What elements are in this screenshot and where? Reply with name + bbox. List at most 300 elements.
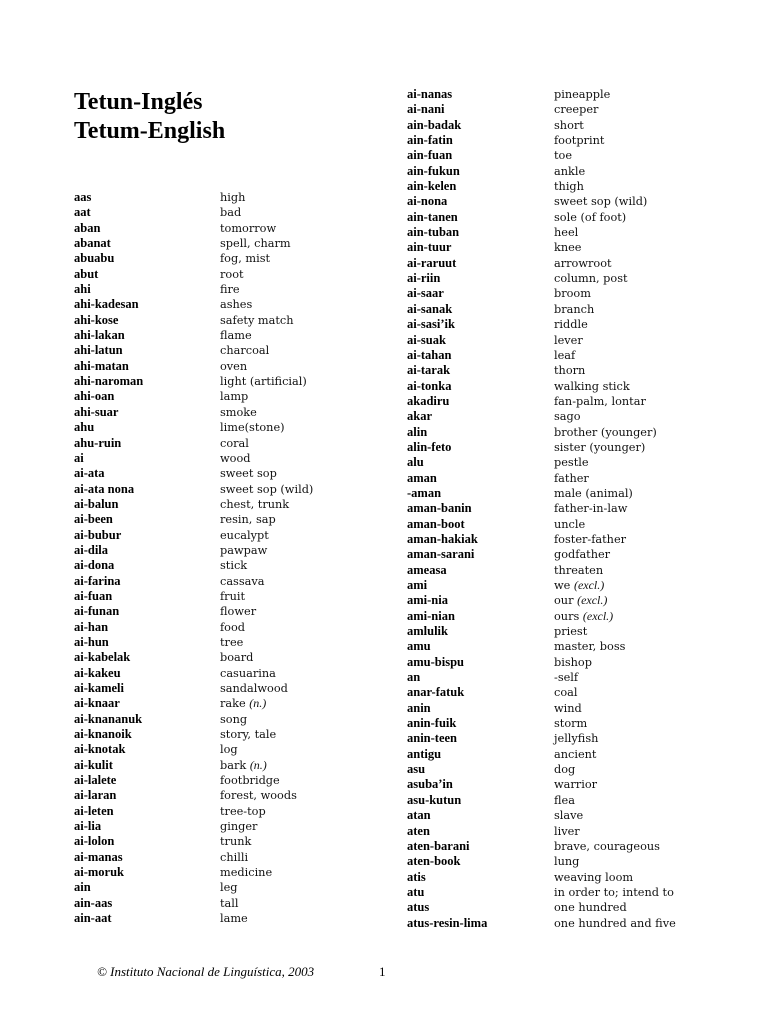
entry-definition: [220, 389, 248, 404]
entry-definition: [554, 348, 575, 363]
entry-definition-text: bishop: [554, 655, 592, 669]
entry-definition: [554, 317, 588, 332]
entry-definition-text: sandalwood: [220, 682, 288, 695]
entry-definition-text: fog, mist: [220, 252, 271, 266]
entry-definition: [554, 655, 592, 670]
entry-definition-text: we: [554, 579, 571, 592]
entry-definition: [554, 517, 585, 532]
entry-term: ai-bubur: [74, 527, 122, 542]
entry-definition-text: liver: [554, 824, 580, 838]
entry-definition: [220, 819, 257, 834]
entry-definition-text: foster-father: [554, 532, 627, 546]
entry-definition-text: flame: [220, 329, 252, 343]
entry-definition-text: ours: [554, 609, 580, 623]
entry-definition-text: coal: [554, 686, 578, 700]
entry-definition-text: one hundred and five: [554, 916, 676, 930]
entry-grammar-note: (excl.): [577, 593, 608, 608]
entry-definition: [220, 620, 245, 635]
entry-term: antigu: [407, 746, 442, 761]
entry-definition: [554, 333, 583, 348]
entry-definition: [220, 604, 256, 619]
entry-definition: [554, 102, 598, 117]
entry-definition-text: sweet sop (wild): [220, 482, 314, 496]
entry-term: ai-kakeu: [74, 665, 121, 680]
entry-term: anar-fatuk: [407, 685, 465, 700]
entry-definition-text: wood: [220, 451, 251, 465]
entry-definition-text: ancient: [554, 747, 597, 761]
entry-term: ain-badak: [407, 117, 462, 132]
entry-definition-text: oven: [220, 359, 248, 373]
entry-definition-text: ginger: [220, 820, 258, 834]
entry-term: ai-knanoik: [74, 727, 132, 742]
entry-definition-text: toe: [554, 149, 573, 163]
entry-definition: [220, 727, 276, 742]
entry-definition-text: lamp: [220, 390, 249, 404]
entry-term: atu: [407, 884, 425, 899]
entry-definition: [220, 436, 249, 451]
entry-grammar-note: (n.): [249, 696, 267, 711]
entry-definition: [554, 854, 579, 869]
entry-term: abuabu: [74, 251, 115, 266]
entry-definition: [554, 701, 582, 716]
entry-definition-text: flower: [220, 605, 257, 619]
entry-definition: [220, 865, 272, 880]
entry-term: -aman: [407, 485, 442, 500]
entry-definition: [554, 394, 646, 409]
title-line-tetun-ingles: Tetun-Inglés: [74, 89, 203, 115]
entry-term: ai-manas: [74, 849, 123, 864]
entry-definition: [220, 712, 247, 727]
entry-definition: [554, 409, 581, 424]
entry-grammar-note: (n.): [249, 757, 267, 772]
entry-term: aas: [74, 190, 92, 204]
entry-term: ain-fatin: [407, 133, 453, 148]
entry-term: abanat: [74, 236, 111, 251]
entry-term: atus: [407, 900, 430, 915]
entry-term: aman-banin: [407, 501, 472, 516]
entry-definition: [554, 777, 597, 792]
entry-term: ai-lalete: [74, 773, 117, 788]
entry-definition: [220, 267, 244, 282]
entry-term: ahi: [74, 282, 91, 297]
entry-term: ai-dona: [74, 558, 115, 573]
entry-definition: [220, 850, 248, 865]
entry-term: ai-lolon: [74, 834, 115, 849]
entry-grammar-note: (excl.): [573, 578, 605, 592]
entry-definition: [554, 578, 604, 593]
entry-definition: [554, 225, 578, 240]
entry-term: asu-kutun: [407, 792, 462, 807]
entry-definition-text: branch: [554, 302, 595, 316]
entry-definition-text: casuarina: [220, 666, 276, 680]
entry-term: akar: [407, 409, 432, 424]
entry-term: ai-knananuk: [74, 711, 143, 726]
entry-definition: [220, 420, 285, 435]
entry-term: ai-farina: [74, 573, 121, 588]
entry-definition-text: lime(stone): [220, 421, 285, 435]
entry-definition: [554, 179, 584, 194]
entry-definition-text: story, tale: [220, 728, 277, 742]
entry-term: ai-knotak: [74, 742, 126, 757]
entry-definition-text: fruit: [220, 589, 246, 603]
entry-definition: [554, 133, 604, 148]
entry-term: ai-ata: [74, 466, 105, 481]
entry-definition-text: bad: [220, 206, 242, 220]
entry-term: ain-fukun: [407, 163, 460, 178]
entry-definition-text: flea: [554, 793, 575, 807]
entry-term: aman-hakiak: [407, 531, 478, 546]
entry-definition: [220, 313, 294, 328]
entry-term: asu: [407, 762, 426, 777]
entry-definition: [220, 574, 265, 589]
entry-term: anin-fuik: [407, 716, 457, 731]
entry-term: ahi-naroman: [74, 374, 144, 389]
page-number: 1: [379, 964, 386, 979]
entry-definition: [220, 589, 245, 604]
entry-definition-text: thigh: [554, 180, 584, 194]
entry-definition-text: ankle: [554, 164, 586, 178]
entry-term: amlulik: [407, 624, 448, 639]
entry-definition-text: chest, trunk: [220, 497, 290, 511]
entry-term: asuba’in: [407, 777, 453, 792]
entry-term: ai-kabelak: [74, 650, 131, 665]
entry-definition: [220, 758, 267, 773]
entry-definition-text: rake: [220, 697, 246, 711]
entry-definition-text: uncle: [554, 517, 586, 531]
entry-definition-text: song: [220, 712, 248, 726]
entry-definition-text: lung: [554, 855, 580, 869]
entry-term: ameasa: [407, 562, 447, 577]
entry-definition: [554, 839, 660, 854]
entry-definition-text: father-in-law: [554, 502, 628, 516]
entry-term: ahi-matan: [74, 358, 129, 373]
entry-definition-text: creeper: [554, 103, 599, 117]
entry-term: ahi-lakan: [74, 328, 125, 343]
entry-definition: [220, 635, 243, 650]
entry-term: ai-saar: [407, 286, 444, 301]
entry-definition: [220, 297, 252, 312]
entry-term: ai-laran: [74, 788, 117, 803]
entry-term: ai-tonka: [407, 378, 452, 393]
entry-definition-text: thorn: [554, 364, 586, 378]
entry-definition-text: stick: [220, 559, 248, 573]
entry-definition: [220, 359, 247, 374]
entry-term: ain-tuur: [407, 240, 452, 255]
entry-definition-text: sago: [554, 410, 581, 424]
entry-term: ai-nani: [407, 102, 445, 117]
entry-definition-text: wind: [554, 701, 582, 715]
entry-definition: [554, 240, 582, 255]
entry-term: ai-been: [74, 512, 113, 527]
entry-definition-text: walking stick: [554, 379, 630, 393]
entry-term: ai-knaar: [74, 696, 120, 711]
entry-definition: [220, 251, 270, 266]
entry-definition-text: brother (younger): [554, 425, 657, 439]
entry-definition-text: godfather: [554, 548, 611, 562]
entry-definition-text: medicine: [220, 866, 273, 880]
entry-definition-text: arrowroot: [554, 256, 612, 270]
entry-definition-text: ashes: [220, 298, 253, 312]
entry-term: atan: [407, 808, 431, 823]
entry-definition: [220, 696, 266, 711]
entry-term: amu: [407, 639, 431, 654]
entry-term: aman-boot: [407, 516, 465, 531]
entry-definition-text: tall: [220, 896, 239, 910]
entry-term: ai-riin: [407, 271, 441, 286]
entry-definition: [554, 148, 572, 163]
entry-definition-text: light (artificial): [220, 375, 307, 389]
entry-definition-text: sole (of foot): [554, 210, 627, 224]
entry-definition-text: pineapple: [554, 88, 611, 101]
entry-term: aban: [74, 220, 101, 235]
entry-definition: [220, 543, 267, 558]
entry-definition-text: broom: [554, 287, 591, 301]
entry-definition: [554, 486, 633, 501]
entry-term: ai-kameli: [74, 681, 124, 695]
page-title: [74, 88, 225, 146]
entry-definition: [554, 532, 626, 547]
entry-definition: [554, 639, 625, 654]
entry-term: ain-aat: [74, 911, 112, 926]
entry-term: ai-sanak: [407, 301, 453, 316]
entry-term: aman: [407, 470, 437, 485]
entry-term: ami-nia: [407, 593, 448, 608]
entry-definition: [554, 501, 627, 516]
entry-definition: [220, 681, 288, 696]
entry-definition-text: smoke: [220, 405, 257, 419]
entry-definition-text: in order to; intend to: [554, 885, 674, 899]
entry-definition: [554, 916, 676, 931]
entry-term: ai-funan: [74, 604, 120, 619]
entry-term: ai-leten: [74, 803, 114, 818]
entry-term: anin: [407, 700, 431, 715]
entry-term: ami-nian: [407, 608, 455, 623]
entry-definition: [554, 870, 633, 885]
entry-definition: [554, 194, 647, 209]
entry-definition: [554, 670, 578, 685]
entry-definition-text: eucalypt: [220, 528, 269, 542]
entry-term: ai-lia: [74, 819, 102, 834]
entry-term: amu-bispu: [407, 654, 464, 669]
entry-term: ai-fuan: [74, 588, 113, 603]
entry-definition-text: board: [220, 651, 254, 665]
entry-definition-text: jellyfish: [554, 732, 599, 746]
entry-term: ai-kulit: [74, 757, 113, 772]
entry-term: ai-han: [74, 619, 109, 634]
entry-definition-text: dog: [554, 763, 576, 777]
entry-definition-text: column, post: [554, 272, 628, 286]
entry-definition: [220, 896, 239, 911]
entry-definition-text: -self: [554, 671, 579, 685]
entry-definition: [220, 282, 240, 297]
entry-definition-text: warrior: [554, 778, 598, 792]
entry-definition-text: forest, woods: [220, 789, 297, 803]
entry-definition-text: lame: [220, 912, 248, 926]
entry-definition: [554, 685, 577, 700]
entry-definition-text: brave, courageous: [554, 839, 660, 853]
entry-definition: [554, 762, 575, 777]
entry-definition: [554, 256, 612, 271]
entry-term: ai-ata nona: [74, 481, 135, 496]
entry-term: ami: [407, 578, 428, 592]
entry-term: aman-sarani: [407, 547, 475, 562]
entry-definition-text: our: [554, 594, 574, 608]
entry-definition-text: knee: [554, 241, 582, 255]
entry-definition: [220, 742, 238, 757]
entry-definition-text: fire: [220, 283, 240, 297]
entry-definition-text: tree-top: [220, 804, 266, 818]
entry-term: ahi-suar: [74, 404, 119, 419]
entry-definition: [220, 451, 251, 466]
entry-definition-text: tree: [220, 635, 244, 649]
entry-definition: [554, 164, 585, 179]
entry-term: an: [407, 670, 421, 685]
entry-definition-text: log: [220, 743, 238, 757]
entry-definition: [220, 374, 307, 389]
entry-definition-text: weaving loom: [554, 870, 634, 884]
entry-definition-text: storm: [554, 717, 588, 731]
entry-definition: [554, 747, 596, 762]
entry-term: ahu: [74, 420, 95, 435]
entry-definition-text: footprint: [554, 134, 605, 148]
entry-term: ahi-kadesan: [74, 297, 139, 312]
entry-term: ahi-latun: [74, 343, 123, 358]
entry-definition-text: chilli: [220, 850, 249, 864]
entry-term: ai-moruk: [74, 865, 124, 880]
entry-term: alu: [407, 455, 424, 470]
entry-term: ain: [74, 880, 91, 895]
entry-definition-text: high: [220, 191, 246, 204]
entry-term: akadiru: [407, 393, 450, 408]
entry-definition: [220, 205, 241, 220]
entry-definition: [554, 87, 610, 102]
entry-definition: [220, 497, 289, 512]
entry-definition: [554, 563, 603, 578]
entry-term: abut: [74, 266, 99, 281]
entry-definition-text: one hundred: [554, 901, 627, 915]
entry-term: ai-suak: [407, 332, 446, 347]
entry-definition-text: master, boss: [554, 640, 626, 654]
entry-definition: [220, 788, 297, 803]
entry-definition: [220, 558, 247, 573]
entry-definition-text: root: [220, 267, 244, 281]
entry-definition-text: sweet sop: [220, 467, 277, 481]
entry-definition: [220, 236, 291, 251]
entry-term: ai-nona: [407, 194, 448, 209]
entry-term: ain-fuan: [407, 148, 453, 163]
entry-term: alin: [407, 424, 428, 439]
entry-term: anin-teen: [407, 731, 457, 746]
entry-definition: [554, 455, 589, 470]
entry-definition: [220, 405, 257, 420]
entry-definition: [554, 302, 594, 317]
entry-term: ain-tanen: [407, 209, 458, 224]
entry-definition: [554, 793, 575, 808]
entry-definition: [220, 650, 253, 665]
entry-definition: [220, 528, 269, 543]
entry-definition: [554, 808, 583, 823]
entry-definition-text: slave: [554, 809, 584, 823]
entry-term: ai-raruut: [407, 255, 457, 270]
entry-definition: [220, 512, 276, 527]
entry-definition-text: leaf: [554, 348, 576, 362]
entry-definition: [554, 609, 613, 624]
entry-definition: [220, 328, 252, 343]
entry-definition: [220, 773, 280, 788]
entry-definition-text: fan-palm, lontar: [554, 394, 646, 408]
entry-term: ai: [74, 450, 84, 465]
entry-definition: [554, 363, 585, 378]
entry-definition-text: resin, sap: [220, 513, 276, 527]
entry-term: ai-dila: [74, 542, 109, 557]
entry-term: atus-resin-lima: [407, 915, 488, 930]
entry-definition: [220, 466, 277, 481]
entry-definition: [554, 286, 591, 301]
entry-definition: [554, 425, 657, 440]
entry-term: ahi-oan: [74, 389, 115, 404]
entry-term: aten: [407, 823, 430, 838]
entry-term: ai-sasi’ik: [407, 317, 455, 332]
entry-term: ai-nanas: [407, 87, 453, 101]
entry-definition-text: footbridge: [220, 774, 280, 788]
entry-term: aten-book: [407, 854, 461, 869]
entry-definition-text: pawpaw: [220, 543, 268, 557]
entry-definition-text: male (animal): [554, 486, 633, 500]
entry-definition: [554, 593, 607, 608]
entry-definition: [220, 834, 251, 849]
entry-definition: [220, 482, 313, 497]
entry-definition-text: leg: [220, 881, 238, 895]
entry-term: ai-hun: [74, 634, 109, 649]
entry-term: ai-balun: [74, 496, 119, 511]
entry-definition: [220, 880, 238, 895]
entry-definition: [554, 118, 584, 133]
entry-definition-text: lever: [554, 333, 583, 347]
entry-term: ain-kelen: [407, 179, 457, 194]
entry-definition-text: coral: [220, 436, 249, 450]
entry-term: alin-feto: [407, 439, 452, 454]
entry-definition-text: short: [554, 118, 584, 132]
entry-term: aat: [74, 205, 91, 220]
entry-term: ain-tuban: [407, 225, 460, 240]
entry-definition-text: sweet sop (wild): [554, 195, 648, 209]
entry-definition: [554, 716, 587, 731]
entry-definition-text: sister (younger): [554, 440, 646, 454]
entry-term: aten-barani: [407, 838, 470, 853]
entry-definition-text: tomorrow: [220, 221, 277, 235]
entry-definition: [554, 440, 645, 455]
entry-definition: [554, 624, 587, 639]
entry-grammar-note: (excl.): [582, 608, 614, 623]
entry-term: atis: [407, 869, 426, 884]
entry-definition-text: trunk: [220, 835, 252, 849]
entry-definition: [554, 885, 674, 900]
entry-definition-text: food: [220, 620, 246, 634]
entry-definition-text: threaten: [554, 563, 604, 577]
entry-definition-text: riddle: [554, 318, 588, 332]
entry-definition-text: pestle: [554, 456, 589, 470]
entry-definition: [554, 379, 630, 394]
entry-definition-text: father: [554, 471, 589, 485]
entry-definition-text: bark: [220, 758, 247, 772]
entry-definition-text: heel: [554, 226, 579, 240]
entry-definition: [554, 547, 610, 562]
entry-term: ai-tahan: [407, 347, 452, 362]
entry-term: ain-aas: [74, 895, 113, 910]
entry-definition: [554, 824, 580, 839]
entry-definition-text: safety match: [220, 313, 294, 327]
entry-definition: [220, 221, 276, 236]
